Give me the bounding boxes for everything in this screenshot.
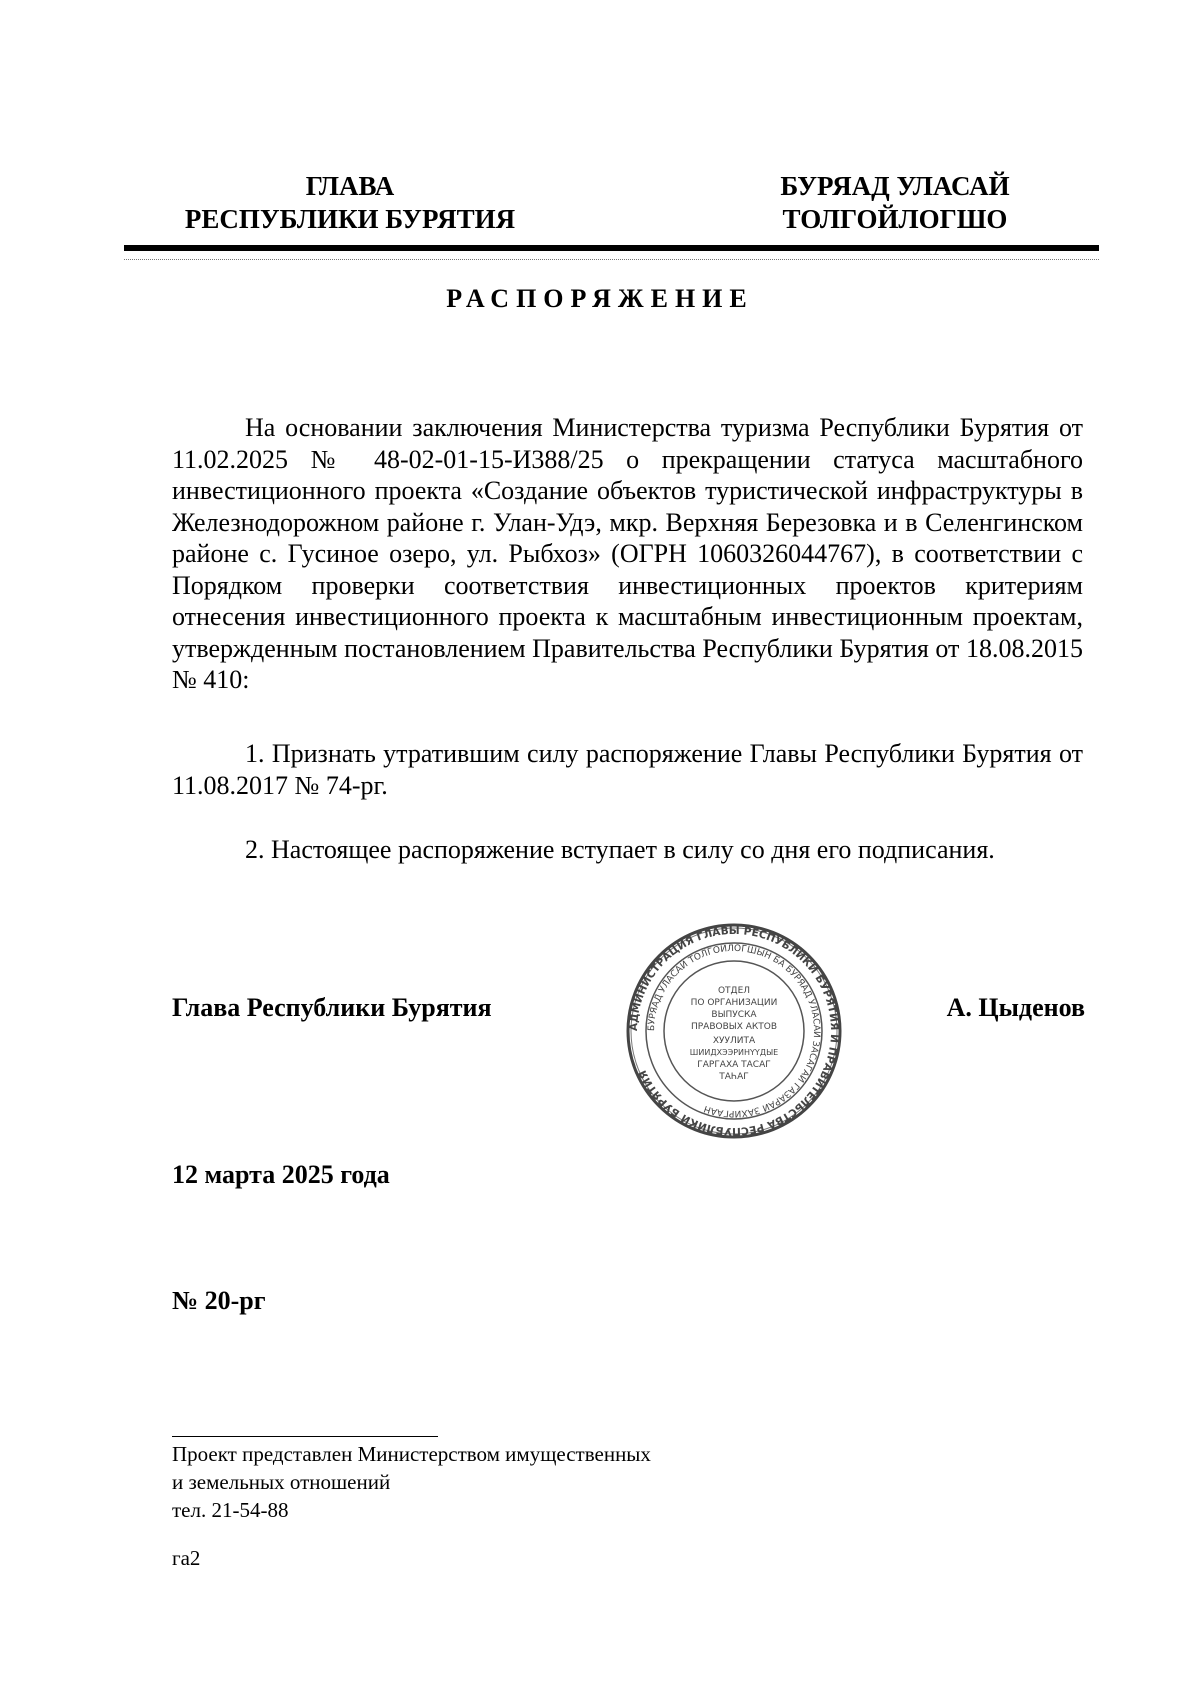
document-code: га2 <box>172 1546 201 1570</box>
paragraph-text: 2. Настоящее распоряжение вступает в силу со дня его подписания. <box>245 835 995 864</box>
body-paragraph-1 <box>172 412 1083 696</box>
document-title: РАСПОРЯЖЕНИЕ <box>446 284 754 313</box>
stamp-outer-ring-text: АДМИНИСТРАЦИЯ ГЛАВЫ РЕСПУБЛИКИ БУРЯТИЯ И ПРАВИТЕЛЬСТВА РЕСПУБЛИКИ БУРЯТИЯ <box>627 924 841 1138</box>
stamp-inner-ring-text: БУРЯАД УЛАСАЙ ТОЛГОЙЛОГШЫН БА БУРЯАД УЛАСАЙ ЗАСАГАЙ ГАЗАРАЙ ЗАХИРГААН <box>646 943 822 1119</box>
stamp-center-line: ПРАВОВЫХ АКТОВ <box>690 1022 778 1032</box>
stamp-center-line: ГАРГАХА ТАСАГ <box>697 1060 771 1070</box>
signatory-position: Глава Республики Бурятия <box>172 993 492 1022</box>
header-divider-thick <box>124 245 1099 251</box>
document-date: 12 марта 2025 года <box>172 1160 390 1189</box>
footer-line: тел. 21-54-88 <box>172 1498 289 1522</box>
footer-line: Проект представлен Министерством имущественных <box>172 1442 651 1466</box>
body-paragraph-2 <box>172 738 1083 801</box>
stamp-center-line: ОТДЕЛ <box>717 986 751 996</box>
paragraph-text: На основании заключения Министерства туризма Республики Бурятия от 11.02.2025 № 48-02-01-15-И388/25 о прекращении статуса масштабного инвестиционного проекта «Создание объектов туристической инфраструктуры в Железнодорожном районе г. Улан-Удэ, мкр. Верхняя Березовка и в Селенгинском районе с. Гусиное озеро, ул. Рыбхоз» (ОГРН 1060326044767), в соответствии с Порядком проверки соответствия инвестиционных проектов критериям отнесения инвестиционного проекта к масштабным инвестиционным проектам, утвержденным постановлением Правительства Республики Бурятия от 18.08.2015 № 410: <box>172 413 1083 694</box>
footer-note <box>172 1440 651 1524</box>
footer-divider <box>172 1436 438 1437</box>
footer-line: и земельных отношений <box>172 1470 391 1494</box>
paragraph-text: 1. Признать утратившим силу распоряжение Главы Республики Бурятия от 11.08.2017 № 74-рг. <box>172 739 1083 800</box>
stamp-center-line: ПО ОРГАНИЗАЦИИ <box>690 998 778 1008</box>
header-right-line1: БУРЯАД УЛАСАЙ <box>780 171 1010 201</box>
stamp-center-line: ШИИДХЭЭРИНҮҮДЫЕ <box>689 1048 779 1057</box>
official-stamp <box>622 921 846 1141</box>
signatory-name: А. Цыденов <box>946 993 1085 1022</box>
document-number: № 20-рг <box>172 1286 266 1315</box>
header-right-line2: ТОЛГОЙЛОГШО <box>782 204 1008 234</box>
stamp-center-line: ВЫПУСКА <box>711 1010 757 1020</box>
header-left-line2: РЕСПУБЛИКИ БУРЯТИЯ <box>184 204 516 234</box>
stamp-center-line: ТАҺАГ <box>719 1072 749 1082</box>
header-left-line1: ГЛАВА <box>305 171 395 201</box>
header-left <box>160 170 540 236</box>
header-right <box>735 170 1055 236</box>
body-paragraph-3 <box>172 834 1083 866</box>
header-divider-thin <box>124 259 1099 261</box>
stamp-center-line: ХУУЛИТА <box>712 1036 756 1046</box>
